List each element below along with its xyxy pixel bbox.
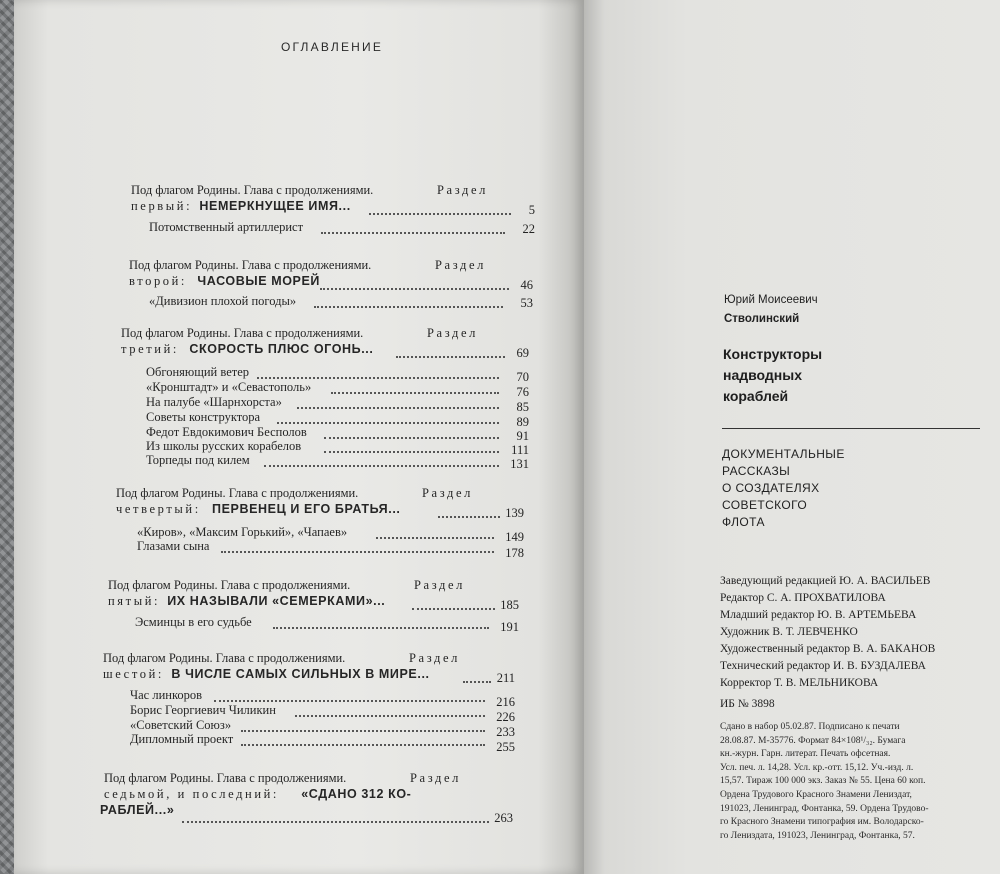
subchapter-title: Обгоняющий ветер xyxy=(146,365,249,379)
section-ordinal: седьмой, и последний: xyxy=(104,787,279,801)
subchapter-page-number: 191 xyxy=(500,620,519,634)
section-title: НЕМЕРКНУЩЕЕ ИМЯ... xyxy=(199,199,351,213)
section-title: «СДАНО 312 КО- xyxy=(301,787,412,801)
subchapter-page-number: 226 xyxy=(496,710,515,724)
subchapter-page-number: 178 xyxy=(505,546,524,560)
subchapter-page-number: 53 xyxy=(520,296,533,310)
subchapter-page-number: 22 xyxy=(522,222,535,236)
subchapter-title: «Дивизион плохой погоды» xyxy=(149,294,297,308)
subtitle-line-5: ФЛОТА xyxy=(722,515,765,529)
credit-line: Редактор С. А. ПРОХВАТИЛОВА xyxy=(720,592,886,604)
section-heading-line: Под флагом Родины. Глава с продолжениями. xyxy=(121,326,364,340)
leader-dots xyxy=(241,730,485,732)
ib-number: ИБ № 3898 xyxy=(720,698,775,710)
print-detail-line: го Красного Знамени типография им. Володарско- xyxy=(720,817,924,828)
print-detail-line: Ордена Трудового Красного Знамени Лениздат, xyxy=(720,790,912,800)
section-razdel-label: Раздел xyxy=(437,183,488,197)
section-heading-line: Под флагом Родины. Глава с продолжениями. xyxy=(108,578,351,592)
print-detail-line: Усл. печ. л. 14,28. Усл. кр.-отт. 15,12. Уч.-изд. л. xyxy=(720,762,914,773)
subchapter-title: Торпеды под килем xyxy=(146,453,250,467)
leader-dots xyxy=(320,288,509,290)
title-divider xyxy=(722,428,980,429)
subchapter-title: «Кронштадт» и «Севастополь» xyxy=(146,380,312,394)
leader-dots xyxy=(331,392,499,394)
section-page-number: 139 xyxy=(505,506,524,520)
leader-dots xyxy=(324,437,499,439)
subtitle-line-3: О СОЗДАТЕЛЯХ xyxy=(722,481,820,495)
author-first-name: Юрий Моисеевич xyxy=(724,294,818,306)
leader-dots xyxy=(241,744,485,746)
leader-dots xyxy=(221,551,494,553)
subtitle-line-1: ДОКУМЕНТАЛЬНЫЕ xyxy=(722,447,845,461)
leader-dots xyxy=(314,306,503,308)
subchapter-title: Дипломный проект xyxy=(130,732,234,746)
credit-line: Младший редактор Ю. В. АРТЕМЬЕВА xyxy=(720,609,917,621)
print-detail-line: 191023, Ленинград, Фонтанка, 59. Ордена Трудово- xyxy=(720,803,929,814)
print-detail-line: Сдано в набор 05.02.87. Подписано к печати xyxy=(720,722,900,732)
section-page-number: 46 xyxy=(520,278,533,292)
section-title: ЧАСОВЫЕ МОРЕЙ xyxy=(197,274,320,288)
subchapter-page-number: 91 xyxy=(516,429,529,443)
subchapter-page-number: 76 xyxy=(516,385,529,399)
section-ordinal: первый: xyxy=(131,199,193,213)
section-title: ИХ НАЗЫВАЛИ «СЕМЕРКАМИ»... xyxy=(167,594,386,608)
credit-line: Технический редактор И. В. БУЗДАЛЕВА xyxy=(720,660,926,672)
section-razdel-label: Раздел xyxy=(435,258,486,272)
section-title-continued: РАБЛЕЙ...» xyxy=(100,803,175,817)
section-page-number: 69 xyxy=(516,346,529,360)
leader-dots xyxy=(321,232,506,234)
section-heading-line: Под флагом Родины. Глава с продолжениями. xyxy=(104,771,347,785)
credit-line: Художественный редактор В. А. БАКАНОВ xyxy=(720,643,936,655)
credit-line: Корректор Т. В. МЕЛЬНИКОВА xyxy=(720,677,879,689)
section-page-number: 5 xyxy=(528,203,535,217)
subchapter-title: Потомственный артиллерист xyxy=(149,220,304,234)
subchapter-title: На палубе «Шарнхорста» xyxy=(146,395,282,409)
section-page-number: 263 xyxy=(494,811,513,825)
subchapter-page-number: 216 xyxy=(496,695,515,709)
subchapter-title: «Советский Союз» xyxy=(130,718,232,732)
book-title-line-1: Конструкторы xyxy=(723,346,823,362)
subchapter-title: Час линкоров xyxy=(130,688,203,702)
leader-dots xyxy=(376,537,495,539)
section-razdel-label: Раздел xyxy=(427,326,478,340)
leader-dots xyxy=(257,377,499,379)
print-detail-line: кн.-журн. Гарн. литерат. Печать офсетная. xyxy=(720,749,891,760)
section-ordinal: третий: xyxy=(121,342,179,356)
print-detail-line: 15,57. Тираж 100 000 экз. Заказ № 55. Цена 60 коп. xyxy=(720,776,926,787)
subchapter-title: «Киров», «Максим Горький», «Чапаев» xyxy=(137,525,348,539)
subchapter-page-number: 89 xyxy=(516,415,529,429)
book-title-line-3: кораблей xyxy=(723,388,789,404)
leader-dots xyxy=(182,821,489,823)
subchapter-page-number: 255 xyxy=(496,740,515,754)
leader-dots xyxy=(297,407,499,409)
section-ordinal: пятый: xyxy=(108,594,161,608)
subchapter-page-number: 233 xyxy=(496,725,515,739)
section-razdel-label: Раздел xyxy=(409,651,460,665)
section-ordinal: второй: xyxy=(129,274,188,288)
leader-dots xyxy=(295,715,485,717)
subchapter-page-number: 70 xyxy=(516,370,529,384)
subchapter-title: Советы конструктора xyxy=(146,410,261,424)
section-title: СКОРОСТЬ ПЛЮС ОГОНЬ... xyxy=(189,342,374,356)
subchapter-page-number: 85 xyxy=(516,400,529,414)
leader-dots xyxy=(273,627,489,629)
subchapter-title: Глазами сына xyxy=(137,539,210,553)
section-page-number: 185 xyxy=(500,598,519,612)
section-razdel-label: Раздел xyxy=(422,486,473,500)
leader-dots xyxy=(214,700,485,702)
section-razdel-label: Раздел xyxy=(414,578,465,592)
leader-dots xyxy=(324,451,499,453)
section-ordinal: шестой: xyxy=(103,667,164,681)
credit-line: Художник В. Т. ЛЕВЧЕНКО xyxy=(720,626,858,638)
leader-dots xyxy=(369,213,511,215)
section-heading-line: Под флагом Родины. Глава с продолжениями. xyxy=(131,183,374,197)
subchapter-title: Федот Евдокимович Бесполов xyxy=(146,425,307,439)
print-detail-line: го Лениздата, 191023, Ленинград, Фонтанка, 57. xyxy=(720,830,915,841)
subchapter-page-number: 131 xyxy=(510,457,529,471)
section-heading-line: Под флагом Родины. Глава с продолжениями. xyxy=(116,486,359,500)
section-title: ПЕРВЕНЕЦ И ЕГО БРАТЬЯ... xyxy=(212,502,401,516)
credit-line: Заведующий редакцией Ю. А. ВАСИЛЬЕВ xyxy=(720,575,931,587)
subchapter-title: Борис Георгиевич Чиликин xyxy=(130,703,276,717)
subtitle-line-2: РАССКАЗЫ xyxy=(722,464,791,478)
subchapter-page-number: 149 xyxy=(505,530,524,544)
subchapter-page-number: 111 xyxy=(511,443,529,457)
leader-dots xyxy=(277,422,499,424)
section-heading-line: Под флагом Родины. Глава с продолжениями. xyxy=(129,258,372,272)
book-title-line-2: надводных xyxy=(723,367,803,383)
section-page-number: 211 xyxy=(496,671,515,685)
print-detail-line: 28.08.87. М-35776. Формат 84×108¹/₃₂. Бумага xyxy=(720,735,906,746)
toc-heading: ОГЛАВЛЕНИЕ xyxy=(281,40,384,54)
subchapter-title: Из школы русских корабелов xyxy=(146,439,302,453)
section-razdel-label: Раздел xyxy=(410,771,461,785)
section-heading-line: Под флагом Родины. Глава с продолжениями. xyxy=(103,651,346,665)
subchapter-title: Эсминцы в его судьбе xyxy=(135,615,252,629)
subtitle-line-4: СОВЕТСКОГО xyxy=(722,498,808,512)
leader-dots xyxy=(264,465,499,467)
section-title: В ЧИСЛЕ САМЫХ СИЛЬНЫХ В МИРЕ... xyxy=(171,667,430,681)
section-ordinal: четвертый: xyxy=(116,502,201,516)
author-last-name: Стволинский xyxy=(724,313,800,325)
